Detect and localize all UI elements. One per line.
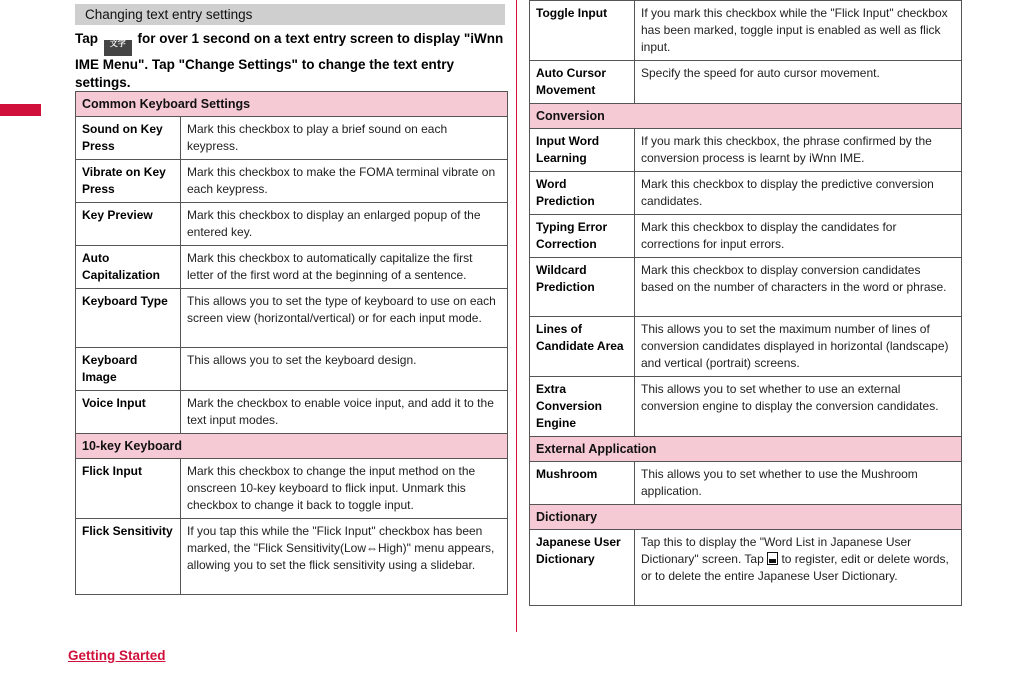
menu-key-icon <box>767 552 778 565</box>
setting-description: This allows you to set the maximum number of lines of conversion candidates displayed in horizontal (landscape) and vertical (portrait) screens. <box>635 317 962 377</box>
setting-name: Input Word Learning <box>530 129 635 172</box>
setting-description: Specify the speed for auto cursor movement. <box>635 61 962 104</box>
settings-table-left <box>75 91 508 595</box>
settings-table-right <box>529 0 962 606</box>
setting-description: This allows you to set whether to use the Mushroom application. <box>635 462 962 505</box>
table-row <box>530 530 962 606</box>
setting-name: Auto Cursor Movement <box>530 61 635 104</box>
setting-name: Key Preview <box>76 203 181 246</box>
group-header <box>76 92 508 117</box>
setting-name: Keyboard Image <box>76 348 181 391</box>
table-row <box>530 462 962 505</box>
setting-name: Sound on Key Press <box>76 117 181 160</box>
setting-description: This allows you to set the type of keyboard to use on each screen view (horizontal/vertical) or for each input mode. <box>181 289 508 348</box>
setting-description: Mark this checkbox to display the predictive conversion candidates. <box>635 172 962 215</box>
table-row <box>530 1 962 61</box>
setting-name: Auto Capitalization <box>76 246 181 289</box>
setting-description: If you mark this checkbox while the "Flick Input" checkbox has been marked, toggle input is enabled as well as flick input. <box>635 1 962 61</box>
setting-name: Lines of Candidate Area <box>530 317 635 377</box>
setting-description: If you tap this while the "Flick Input" checkbox has been marked, the "Flick Sensitivity(Low⇔High)" menu appears, allowing you to set the flick sensitivity using a slidebar. <box>181 519 508 595</box>
table-row <box>76 519 508 595</box>
group-title: 10-key Keyboard <box>76 434 508 459</box>
group-header <box>530 104 962 129</box>
setting-description: Mark this checkbox to display conversion candidates based on the number of characters in the word or phrase. <box>635 258 962 317</box>
table-row <box>530 317 962 377</box>
setting-name: Mushroom <box>530 462 635 505</box>
group-title: Conversion <box>530 104 962 129</box>
setting-name: Keyboard Type <box>76 289 181 348</box>
table-row <box>76 203 508 246</box>
chapter-link-getting-started[interactable]: Getting Started <box>68 648 166 663</box>
setting-name: Wildcard Prediction <box>530 258 635 317</box>
table-row <box>76 160 508 203</box>
setting-description: Mark this checkbox to play a brief sound on each keypress. <box>181 117 508 160</box>
setting-name: Vibrate on Key Press <box>76 160 181 203</box>
table-row <box>76 246 508 289</box>
setting-description: Mark this checkbox to display the candidates for corrections for input errors. <box>635 215 962 258</box>
table-row <box>530 172 962 215</box>
table-row <box>530 377 962 437</box>
setting-name: Typing Error Correction <box>530 215 635 258</box>
setting-description: This allows you to set the keyboard design. <box>181 348 508 391</box>
setting-description <box>635 530 962 606</box>
setting-name: Toggle Input <box>530 1 635 61</box>
dictionary-desc-part2: to register, edit or delete words, or to delete the entire Japanese User Dictionary. <box>641 552 949 583</box>
setting-description: Mark this checkbox to display an enlarged popup of the entered key. <box>181 203 508 246</box>
group-title: External Application <box>530 437 962 462</box>
setting-name: Flick Sensitivity <box>76 519 181 595</box>
setting-name: Voice Input <box>76 391 181 434</box>
intro-tap-text: Tap <box>75 31 98 46</box>
table-row <box>76 117 508 160</box>
setting-description: Mark this checkbox to change the input method on the onscreen 10-key keyboard to flick input. Unmark this checkbox to change it back to toggle input. <box>181 459 508 519</box>
setting-name: Japanese User Dictionary <box>530 530 635 606</box>
section-title: Changing text entry settings <box>75 4 505 25</box>
text-mode-key-icon: 文字 <box>104 40 132 56</box>
setting-description: Mark this checkbox to automatically capitalize the first letter of the first word at the beginning of a sentence. <box>181 246 508 289</box>
table-row <box>76 348 508 391</box>
chapter-tab-marker <box>0 104 41 116</box>
table-row <box>76 459 508 519</box>
table-row <box>76 391 508 434</box>
setting-description: If you mark this checkbox, the phrase confirmed by the conversion process is learnt by iWnn IME. <box>635 129 962 172</box>
table-row <box>530 129 962 172</box>
group-header <box>530 505 962 530</box>
dictionary-desc-part1: Tap this to display the "Word List in Japanese User Dictionary" screen. Tap <box>641 535 912 566</box>
table-row <box>530 258 962 317</box>
setting-name: Extra Conversion Engine <box>530 377 635 437</box>
setting-name: Word Prediction <box>530 172 635 215</box>
intro-rest-text: for over 1 second on a text entry screen to display "iWnn IME Menu". Tap "Change Settings" to change the text entry settings. <box>75 31 504 90</box>
setting-description: This allows you to set whether to use an external conversion engine to display the conversion candidates. <box>635 377 962 437</box>
group-header <box>76 434 508 459</box>
intro-instruction <box>75 30 507 92</box>
table-row <box>530 215 962 258</box>
table-row <box>76 289 508 348</box>
setting-name: Flick Input <box>76 459 181 519</box>
table-row <box>530 61 962 104</box>
group-title: Common Keyboard Settings <box>76 92 508 117</box>
setting-description: Mark this checkbox to make the FOMA terminal vibrate on each keypress. <box>181 160 508 203</box>
column-divider <box>516 0 517 632</box>
group-header <box>530 437 962 462</box>
group-title: Dictionary <box>530 505 962 530</box>
setting-description: Mark the checkbox to enable voice input, and add it to the text input modes. <box>181 391 508 434</box>
